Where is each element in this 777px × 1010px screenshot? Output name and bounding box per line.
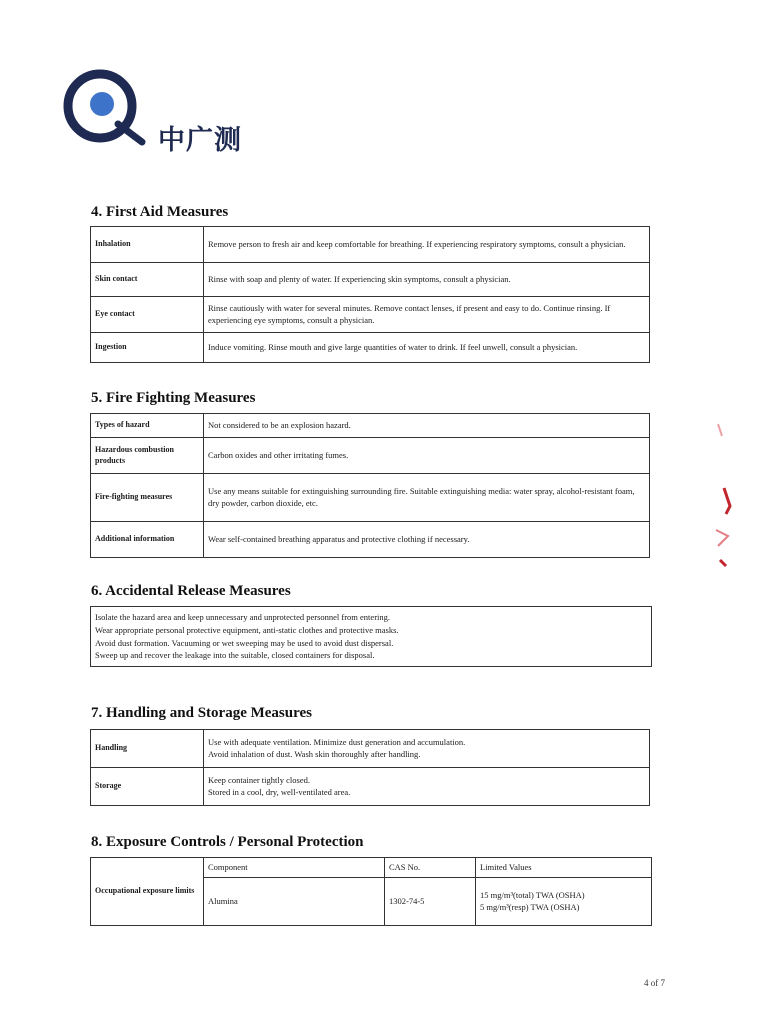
exposure-table: [90, 857, 652, 926]
table-row: [91, 768, 650, 806]
row-line: Use with adequate ventilation. Minimize dust generation and accumulation.: [208, 737, 466, 748]
section-title-fire-fighting: 5. Fire Fighting Measures: [91, 390, 256, 406]
logo-text: 中广测: [158, 125, 242, 156]
table-row: [91, 263, 650, 297]
column-header: Limited Values: [476, 858, 652, 878]
first-aid-table: [90, 226, 650, 363]
row-label: Fire-fighting measures: [91, 474, 204, 522]
row-line: Stored in a cool, dry, well-ventilated area.: [208, 786, 351, 797]
table-row: [91, 414, 650, 438]
column-header: Component: [204, 858, 385, 878]
row-label: Occupational exposure limits: [91, 858, 204, 926]
row-text: Remove person to fresh air and keep comfortable for breathing. If experiencing respiratory symptoms, consult a physician.: [204, 227, 650, 263]
limit-line: 5 mg/m³(resp) TWA (OSHA): [480, 901, 580, 912]
row-text: Induce vomiting. Rinse mouth and give large quantities of water to drink. If feel unwell, consult a physician.: [204, 333, 650, 363]
handling-storage-table: [90, 729, 650, 806]
row-label: Additional information: [91, 522, 204, 558]
table-row: [91, 438, 650, 474]
table-row: [91, 522, 650, 558]
row-text: Rinse with soap and plenty of water. If experiencing skin symptoms, consult a physician.: [204, 263, 650, 297]
logo-mark-icon: [62, 68, 152, 148]
section-title-exposure: 8. Exposure Controls / Personal Protection: [91, 834, 364, 850]
component-cell: Alumina: [204, 878, 385, 926]
row-text: Not considered to be an explosion hazard.: [204, 414, 650, 438]
release-line: Wear appropriate personal protective equipment, anti-static clothes and protective masks.: [95, 624, 399, 635]
table-row: [91, 227, 650, 263]
table-row: [91, 297, 650, 333]
table-row: [91, 333, 650, 363]
row-line: Avoid inhalation of dust. Wash skin thoroughly after handling.: [208, 748, 421, 759]
page-number: 4 of 7: [644, 978, 665, 988]
row-label: Skin contact: [91, 263, 204, 297]
cas-cell: 1302-74-5: [385, 878, 476, 926]
accidental-release-box: [90, 606, 652, 667]
section-title-handling-storage: 7. Handling and Storage Measures: [91, 705, 312, 721]
row-line: Keep container tightly closed.: [208, 775, 310, 786]
row-text: Wear self-contained breathing apparatus and protective clothing if necessary.: [204, 522, 650, 558]
fire-fighting-table: [90, 413, 650, 558]
release-line: Avoid dust formation. Vacuuming or wet sweeping may be used to avoid dust dispersal.: [95, 637, 394, 648]
column-header: CAS No.: [385, 858, 476, 878]
table-row: [91, 730, 650, 768]
release-line: Sweep up and recover the leakage into the suitable, closed containers for disposal.: [95, 650, 375, 661]
table-row: [91, 858, 652, 878]
release-line: Isolate the hazard area and keep unnecessary and unprotected personnel from entering.: [95, 612, 391, 622]
company-logo: [62, 68, 282, 156]
table-row: [91, 474, 650, 522]
row-text: Carbon oxides and other irritating fumes.: [204, 438, 650, 474]
row-label: Inhalation: [91, 227, 204, 263]
row-label: Hazardous combustion products: [91, 438, 204, 474]
row-label: Ingestion: [91, 333, 204, 363]
row-text: [204, 768, 650, 806]
row-label: Storage: [91, 768, 204, 806]
section-title-accidental-release: 6. Accidental Release Measures: [91, 583, 291, 599]
limit-values-cell: [476, 878, 652, 926]
row-text: [204, 730, 650, 768]
row-label: Types of hazard: [91, 414, 204, 438]
limit-line: 15 mg/m³(total) TWA (OSHA): [480, 890, 585, 901]
row-label: Eye contact: [91, 297, 204, 333]
section-title-first-aid: 4. First Aid Measures: [91, 204, 229, 220]
seal-stamp-icon: [708, 418, 738, 568]
row-text: Rinse cautiously with water for several minutes. Remove contact lenses, if present and easy to do. Continue rinsing. If experiencing eye symptoms, consult a physician.: [204, 297, 650, 333]
row-text: Use any means suitable for extinguishing surrounding fire. Suitable extinguishing media: water spray, alcohol-resistant foam, dry powder, carbon dioxide, etc.: [204, 474, 650, 522]
row-label: Handling: [91, 730, 204, 768]
